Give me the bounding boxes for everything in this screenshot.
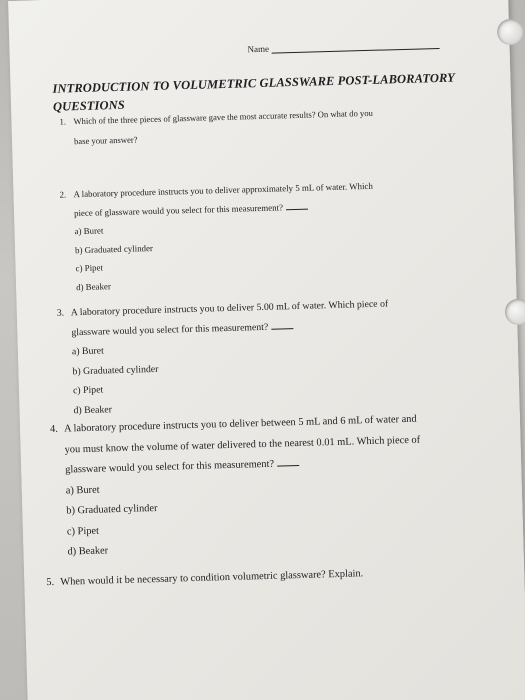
question-3 <box>57 292 490 422</box>
option-b: b) Graduated cylinder <box>74 242 154 255</box>
option-c: c) Pipet <box>75 262 104 274</box>
question-5 <box>46 561 496 594</box>
option-d: d) Beaker <box>75 280 111 292</box>
question-text: base your answer? <box>73 134 138 147</box>
answer-blank <box>277 459 299 467</box>
question-text: A laboratory procedure instructs you to deliver approximately 5 mL of water. Which <box>73 180 373 200</box>
question-number: 1. <box>59 116 67 127</box>
option-a: a) Buret <box>74 225 104 237</box>
option-d: d) Beaker <box>67 545 109 558</box>
question-number: 2. <box>59 189 67 200</box>
title-line: QUESTIONS <box>52 97 125 114</box>
name-blank <box>271 40 439 54</box>
name-field <box>247 39 439 54</box>
question-text: A laboratory procedure instructs you to deliver between 5 mL and 6 mL of water and <box>63 413 417 435</box>
worksheet-page <box>8 0 525 700</box>
option-c: c) Pipet <box>72 384 104 397</box>
option-c: c) Pipet <box>66 525 100 538</box>
question-text: A laboratory procedure instructs you to deliver 5.00 mL of water. Which piece of <box>70 298 389 319</box>
title-line: INTRODUCTION TO VOLUMETRIC GLASSWARE POST-LABORATORY <box>52 70 456 96</box>
question-text: glassware would you select for this measurement? <box>71 321 269 338</box>
name-label: Name <box>247 43 270 55</box>
option-a: a) Buret <box>71 345 104 358</box>
answer-blank <box>286 202 308 210</box>
option-a: a) Buret <box>65 484 100 497</box>
question-number: 5. <box>46 576 55 589</box>
question-number: 3. <box>56 307 65 319</box>
option-d: d) Beaker <box>73 404 113 417</box>
punch-hole <box>497 19 524 46</box>
question-text: When would it be necessary to condition volumetric glassware? Explain. <box>60 568 364 588</box>
answer-blank <box>271 322 293 330</box>
question-text: you must know the volume of water delivered to the nearest 0.01 mL. Which piece of <box>64 434 421 456</box>
question-text: piece of glassware would you select for this measurement? <box>73 201 284 218</box>
option-b: b) Graduated cylinder <box>66 503 158 517</box>
question-2 <box>59 174 482 297</box>
punch-hole <box>505 299 525 326</box>
question-text: Which of the three pieces of glassware gave the most accurate results? On what do you <box>73 107 373 127</box>
question-text: glassware would you select for this measurement? <box>65 458 275 476</box>
question-4 <box>50 408 499 564</box>
option-b: b) Graduated cylinder <box>72 363 159 378</box>
question-number: 4. <box>49 423 59 435</box>
